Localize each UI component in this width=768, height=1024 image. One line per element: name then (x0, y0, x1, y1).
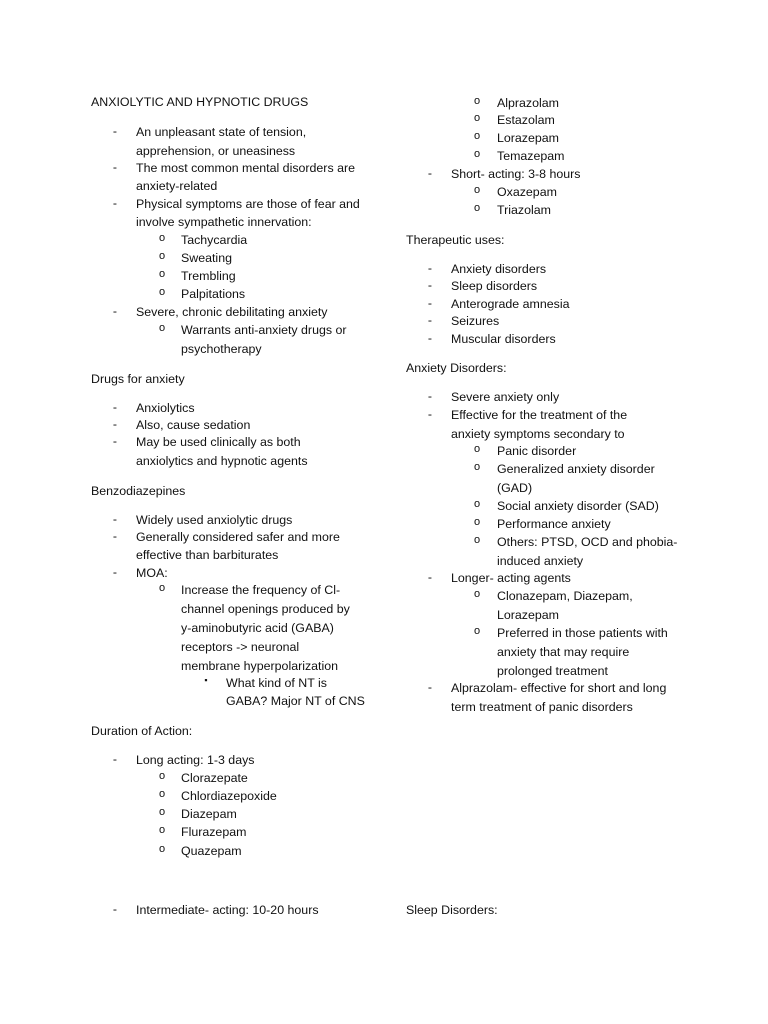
dash-bullet: - (112, 124, 118, 138)
dash-bullet: - (112, 565, 118, 579)
list-subitem: Trembling (181, 269, 236, 283)
list-item-continued: anxiety-related (136, 179, 218, 193)
circle-bullet: o (473, 130, 481, 142)
list-subitem: Generalized anxiety disorder (497, 462, 655, 476)
dash-bullet: - (427, 570, 433, 584)
list-subitem: Warrants anti-anxiety drugs or (181, 323, 347, 337)
section-heading-benzodiazepines: Benzodiazepines (91, 484, 186, 498)
list-item: Anxiety disorders (451, 262, 547, 276)
list-subitem: Increase the frequency of Cl- (181, 583, 341, 597)
list-item: Longer- acting agents (451, 571, 571, 585)
list-item: Anxiolytics (136, 401, 195, 415)
section-heading-anxiety-disorders: Anxiety Disorders: (406, 361, 507, 375)
dash-bullet: - (112, 160, 118, 174)
list-item-continued: term treatment of panic disorders (451, 700, 633, 714)
list-item-continued: anxiolytics and hypnotic agents (136, 454, 308, 468)
list-item: Severe, chronic debilitating anxiety (136, 305, 328, 319)
circle-bullet: o (473, 516, 481, 528)
circle-bullet: o (158, 286, 166, 298)
circle-bullet: o (158, 806, 166, 818)
list-item: The most common mental disorders are (136, 161, 355, 175)
circle-bullet: o (158, 268, 166, 280)
list-subitem: Clonazepam, Diazepam, (497, 589, 633, 603)
circle-bullet: o (473, 534, 481, 546)
circle-bullet: o (473, 95, 481, 107)
circle-bullet: o (473, 184, 481, 196)
dash-bullet: - (112, 196, 118, 210)
list-subitem: Estazolam (497, 113, 555, 127)
list-subitem-continued: psychotherapy (181, 342, 262, 356)
circle-bullet: o (473, 112, 481, 124)
list-item-continued: effective than barbiturates (136, 548, 279, 562)
list-subitem-continued: anxiety that may require (497, 645, 630, 659)
section-heading-duration: Duration of Action: (91, 724, 193, 738)
list-subitem: Social anxiety disorder (SAD) (497, 499, 659, 513)
circle-bullet: o (158, 582, 166, 594)
list-subitem: Temazepam (497, 149, 565, 163)
list-subitem: Performance anxiety (497, 517, 611, 531)
list-item: Physical symptoms are those of fear and (136, 197, 360, 211)
circle-bullet: o (473, 498, 481, 510)
list-subitem: Alprazolam (497, 96, 559, 110)
list-item: Intermediate- acting: 10-20 hours (136, 903, 319, 917)
dash-bullet: - (427, 331, 433, 345)
circle-bullet: o (158, 250, 166, 262)
dash-bullet: - (112, 417, 118, 431)
circle-bullet: o (473, 588, 481, 600)
square-bullet: ▪ (204, 675, 208, 685)
dash-bullet: - (427, 296, 433, 310)
list-subitem: Triazolam (497, 203, 551, 217)
list-item-continued: anxiety symptoms secondary to (451, 427, 625, 441)
circle-bullet: o (473, 202, 481, 214)
list-item-continued: apprehension, or uneasiness (136, 144, 296, 158)
list-subitem: Others: PTSD, OCD and phobia- (497, 535, 678, 549)
list-subitem: Oxazepam (497, 185, 557, 199)
section-heading-therapeutic-uses: Therapeutic uses: (406, 233, 505, 247)
dash-bullet: - (427, 680, 433, 694)
list-item: Widely used anxiolytic drugs (136, 513, 293, 527)
list-item: Severe anxiety only (451, 390, 560, 404)
circle-bullet: o (158, 788, 166, 800)
list-subitem: Quazepam (181, 844, 242, 858)
circle-bullet: o (473, 461, 481, 473)
dash-bullet: - (112, 304, 118, 318)
dash-bullet: - (427, 313, 433, 327)
section-heading-drugs: Drugs for anxiety (91, 372, 185, 386)
list-item: Also, cause sedation (136, 418, 251, 432)
list-subitem: Palpitations (181, 287, 246, 301)
dash-bullet: - (112, 752, 118, 766)
list-item: Seizures (451, 314, 500, 328)
list-item: Alprazolam- effective for short and long (451, 681, 667, 695)
circle-bullet: o (158, 232, 166, 244)
list-subitem-continued: channel openings produced by (181, 602, 350, 616)
list-subitem: Lorazepam (497, 131, 559, 145)
dash-bullet: - (427, 261, 433, 275)
list-subitem-continued: prolonged treatment (497, 664, 608, 678)
list-item: An unpleasant state of tension, (136, 125, 307, 139)
list-subsubitem: What kind of NT is (226, 676, 327, 690)
list-item: Effective for the treatment of the (451, 408, 628, 422)
list-subitem: Panic disorder (497, 444, 577, 458)
list-subitem-continued: membrane hyperpolarization (181, 659, 339, 673)
dash-bullet: - (427, 278, 433, 292)
circle-bullet: o (158, 843, 166, 855)
dash-bullet: - (427, 389, 433, 403)
list-subitem-continued: (GAD) (497, 481, 533, 495)
document-title: ANXIOLYTIC AND HYPNOTIC DRUGS (91, 95, 309, 109)
dash-bullet: - (112, 529, 118, 543)
dash-bullet: - (112, 512, 118, 526)
dash-bullet: - (112, 434, 118, 448)
dash-bullet: - (112, 400, 118, 414)
list-subitem-continued: y-aminobutyric acid (GABA) (181, 621, 334, 635)
list-subitem: Diazepam (181, 807, 237, 821)
list-item: Generally considered safer and more (136, 530, 340, 544)
list-item: May be used clinically as both (136, 435, 301, 449)
list-item: Long acting: 1-3 days (136, 753, 255, 767)
dash-bullet: - (427, 407, 433, 421)
list-item: Anterograde amnesia (451, 297, 570, 311)
list-subitem-continued: induced anxiety (497, 554, 584, 568)
list-subitem-continued: receptors -> neuronal (181, 640, 300, 654)
list-subitem: Sweating (181, 251, 232, 265)
circle-bullet: o (473, 443, 481, 455)
circle-bullet: o (158, 322, 166, 334)
list-subitem: Tachycardia (181, 233, 248, 247)
list-subitem: Clorazepate (181, 771, 248, 785)
list-item-continued: involve sympathetic innervation: (136, 215, 312, 229)
circle-bullet: o (158, 824, 166, 836)
list-item: Short- acting: 3-8 hours (451, 167, 581, 181)
circle-bullet: o (158, 770, 166, 782)
list-item: Sleep disorders (451, 279, 538, 293)
list-subitem: Preferred in those patients with (497, 626, 668, 640)
section-heading-sleep-disorders: Sleep Disorders: (406, 903, 498, 917)
dash-bullet: - (427, 166, 433, 180)
list-subitem: Chlordiazepoxide (181, 789, 277, 803)
dash-bullet: - (112, 902, 118, 916)
list-subitem-continued: Lorazepam (497, 608, 559, 622)
list-item: MOA: (136, 566, 168, 580)
list-item: Muscular disorders (451, 332, 556, 346)
list-subitem: Flurazepam (181, 825, 247, 839)
circle-bullet: o (473, 148, 481, 160)
circle-bullet: o (473, 625, 481, 637)
list-subsubitem-continued: GABA? Major NT of CNS (226, 694, 365, 708)
